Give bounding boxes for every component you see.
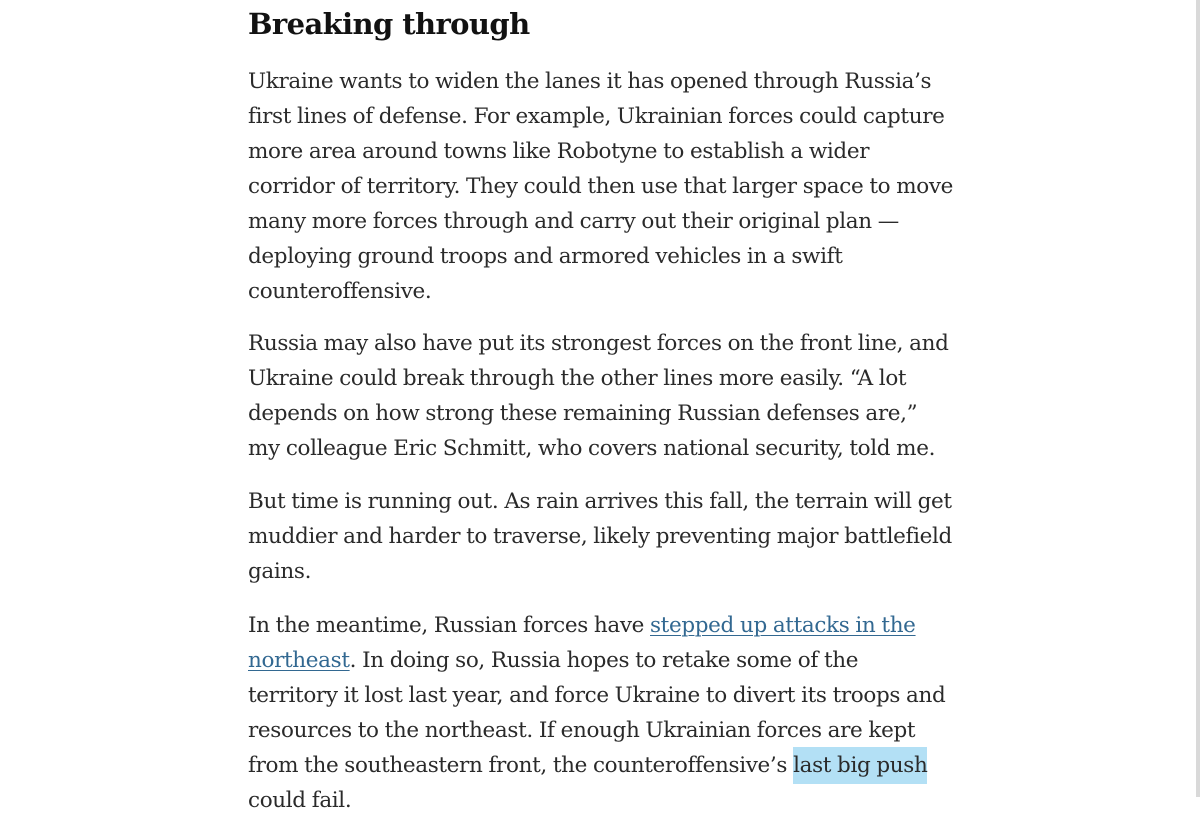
paragraph-4-text-start: In the meantime, Russian forces have <box>248 613 650 638</box>
paragraph-3: But time is running out. As rain arrives this fall, the terrain will get muddier and harder to traverse, likely preventing major battlefield gains. <box>248 489 952 584</box>
paragraph-4-text-middle: . In doing so, Russia hopes to retake some of the territory it lost last year, and force Ukraine to divert its troops and resources to the northeast. If enough Ukrainian forces are kept from the southeastern front, the counteroffensive’s <box>248 648 946 778</box>
paragraph-2: Russia may also have put its strongest forces on the front line, and Ukraine could break through the other lines more easily. “A lot depends on how strong these remaining Russian defenses are,” my colleague Eric Schmitt, who covers national security, told me. <box>248 331 949 461</box>
section-heading: Breaking through <box>248 7 530 41</box>
text-selection-highlight[interactable]: last big push <box>793 747 927 784</box>
paragraph-4 <box>248 608 953 818</box>
article-body <box>248 0 953 813</box>
window-edge-scrollbar[interactable] <box>1196 0 1200 797</box>
paragraph-1: Ukraine wants to widen the lanes it has opened through Russia’s first lines of defense. For example, Ukrainian forces could capture more area around towns like Robotyne to establish a wider corridor of territory. They could then use that larger space to move many more forces through and carry out their original plan — deploying ground troops and armored vehicles in a swift counteroffensive. <box>248 69 953 304</box>
northeast-attacks-link[interactable]: stepped up attacks in the northeast <box>248 613 916 673</box>
paragraph-4-text-end: could fail. <box>248 788 352 813</box>
